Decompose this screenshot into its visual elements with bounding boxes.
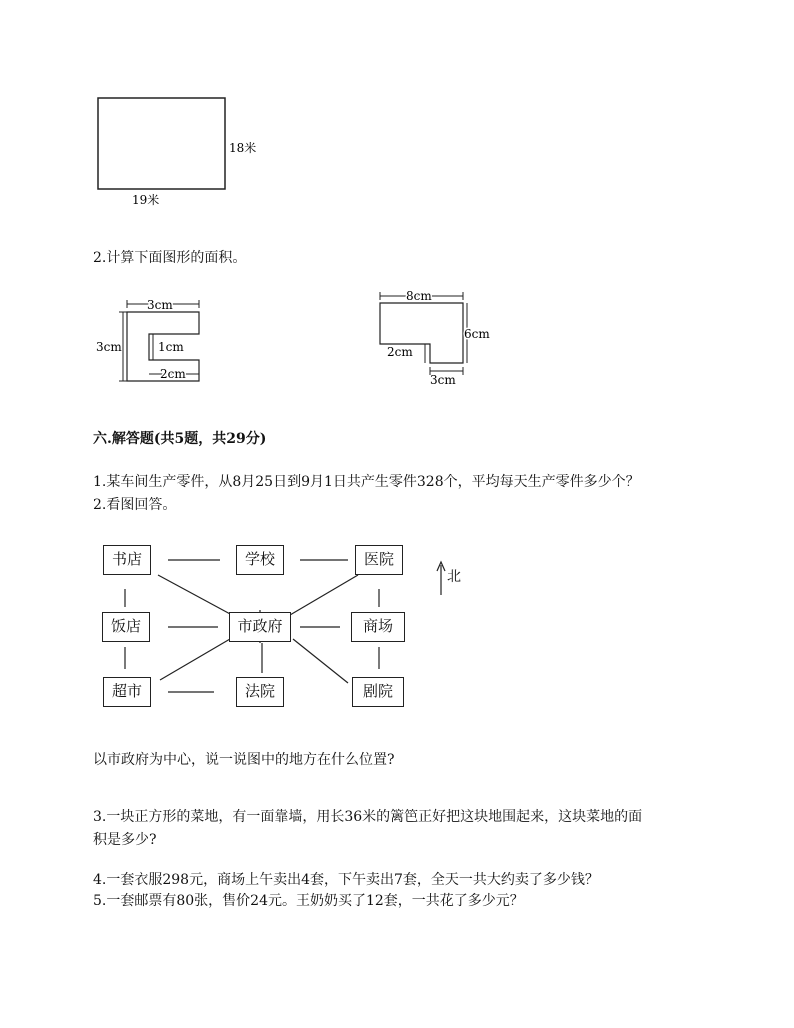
l-shape-figure — [370, 285, 510, 390]
map-node-bookstore: 书店 — [103, 545, 151, 575]
question-5: 5.一套邮票有80张，售价24元。王奶奶买了12套，一共花了多少元？ — [93, 893, 524, 909]
question-2: 2.看图回答。 — [93, 497, 177, 513]
map-node-city-government: 市政府 — [229, 612, 291, 642]
l-top-label: 8cm — [406, 289, 432, 303]
l-right-label: 6cm — [464, 327, 490, 341]
question-area-title: 2.计算下面图形的面积。 — [93, 250, 247, 266]
map-node-theater: 剧院 — [352, 677, 404, 707]
map-node-hospital: 医院 — [355, 545, 403, 575]
map-node-school: 学校 — [236, 545, 284, 575]
section6-title: 六.解答题(共5题，共29分) — [93, 431, 267, 447]
rectangle-bottom-label: 19米 — [132, 193, 160, 207]
map-node-mall: 商场 — [351, 612, 405, 642]
l-bottom-label: 3cm — [430, 373, 456, 387]
question-3-line1: 3.一块正方形的菜地，有一面靠墙，用长36米的篱笆正好把这块地围起来，这块菜地的面 — [93, 809, 643, 825]
c-bottom-label: 2cm — [160, 367, 186, 381]
c-shape-figure — [92, 292, 222, 392]
map-node-supermarket: 超市 — [103, 677, 151, 707]
c-left-label: 3cm — [96, 340, 122, 354]
rectangle-side-label: 18米 — [229, 141, 257, 155]
rectangle-figure — [90, 90, 280, 215]
rectangle-shape — [98, 98, 225, 189]
map-node-court: 法院 — [236, 677, 284, 707]
map-node-restaurant: 饭店 — [102, 612, 150, 642]
question-4: 4.一套衣服298元，商场上午卖出4套，下午卖出7套，全天一共大约卖了多少钱？ — [93, 872, 599, 888]
question-2-sub: 以市政府为中心，说一说图中的地方在什么位置? — [93, 752, 395, 768]
north-label: 北 — [447, 569, 461, 585]
l-inner-label: 2cm — [387, 345, 413, 359]
c-top-label: 3cm — [147, 298, 173, 312]
question-3-line2: 积是多少? — [93, 832, 157, 848]
c-inner-label: 1cm — [158, 340, 184, 354]
map-diagram — [90, 535, 480, 720]
question-1: 1.某车间生产零件，从8月25日到9月1日共产生零件328个，平均每天生产零件多少个？ — [93, 474, 640, 490]
